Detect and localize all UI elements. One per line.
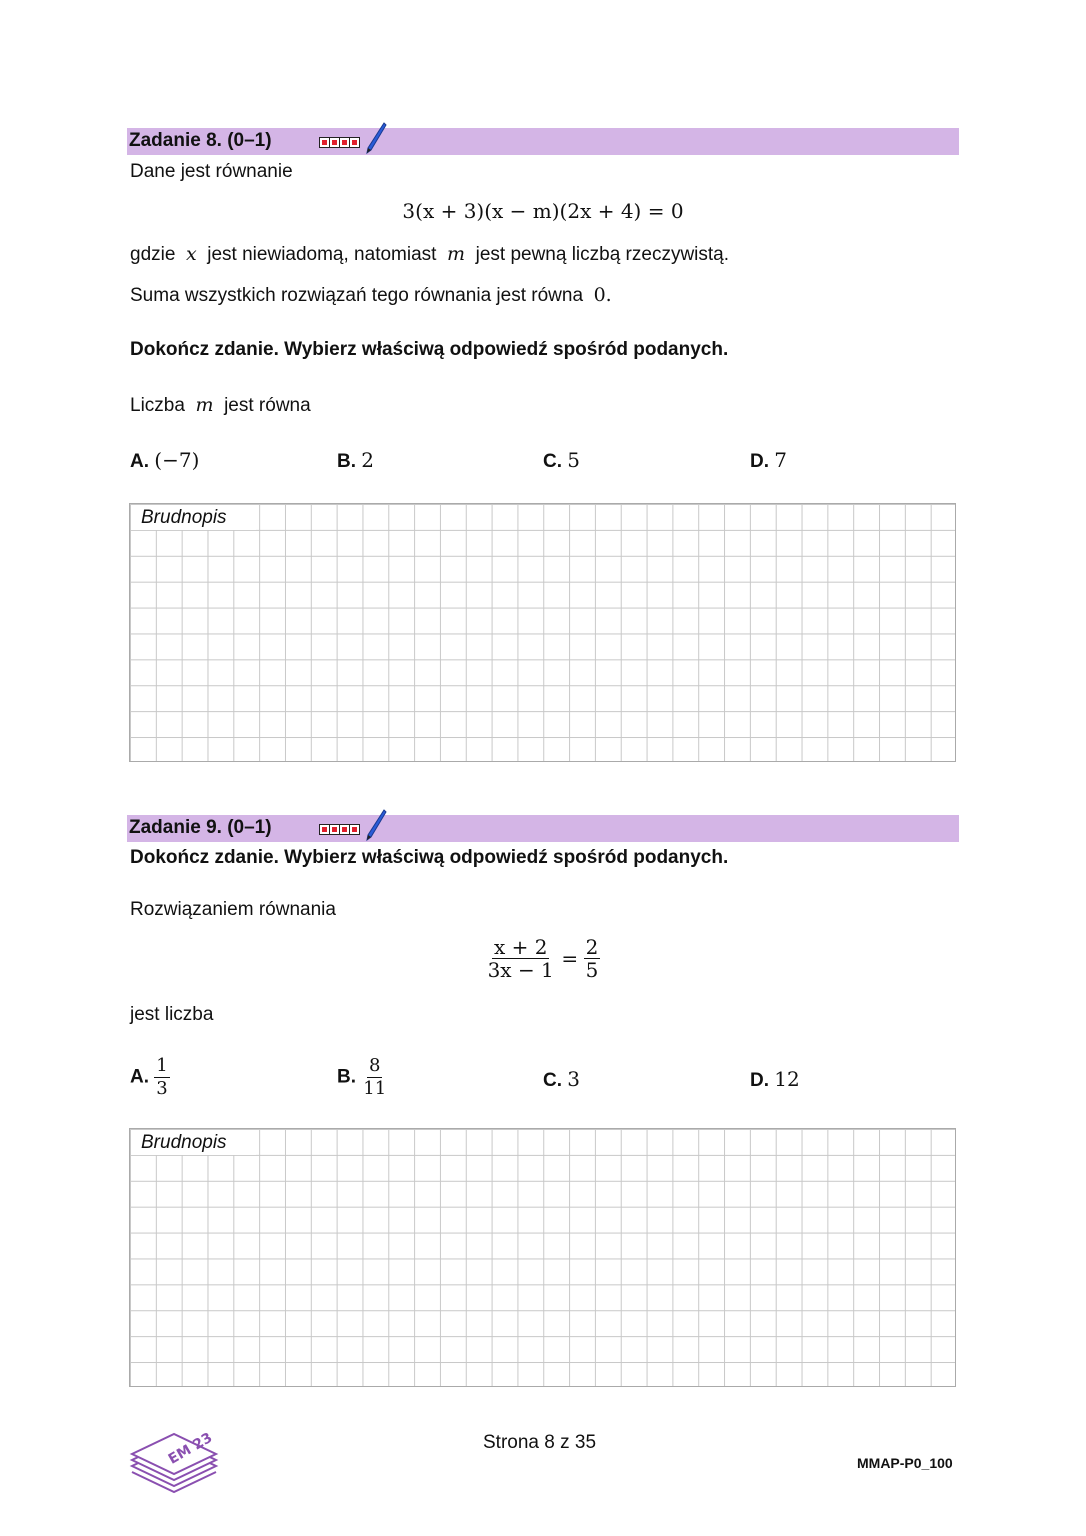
task8-equation	[0, 199, 1086, 223]
prompt-variable-m: m	[195, 394, 214, 416]
option-letter: B.	[337, 451, 356, 472]
where-text-2: jest niewiadomą, natomiast	[207, 244, 437, 265]
pen-icon	[365, 122, 387, 156]
variable-m: m	[447, 243, 466, 265]
lhs-numerator: x + 2	[493, 935, 548, 959]
variable-x: x	[185, 243, 197, 265]
task9-option-b[interactable]	[337, 1055, 388, 1100]
sum-text: Suma wszystkich rozwiązań tego równania jest równa	[130, 285, 584, 306]
task8-draft-grid[interactable]	[129, 503, 956, 762]
option-letter: A.	[130, 1066, 149, 1088]
equation-text: 3(x + 3)(x − m)(2x + 4) = 0	[402, 199, 684, 223]
option-fraction	[154, 1055, 169, 1100]
option-value: 2	[361, 448, 375, 472]
task8-sum-line	[130, 283, 612, 308]
option-letter: D.	[750, 1070, 769, 1091]
score-boxes-icon	[319, 824, 360, 835]
task8-option-b[interactable]	[337, 448, 374, 474]
logo-text: EM 23	[165, 1429, 216, 1468]
option-value: 7	[774, 448, 788, 472]
lhs-denominator: 3x − 1	[487, 958, 554, 982]
task8-where-line	[130, 242, 729, 267]
task8-header	[127, 128, 959, 155]
task8-prompt	[130, 393, 311, 418]
equals-sign: =	[561, 946, 579, 971]
where-text-1: gdzie	[130, 244, 176, 265]
task9-title: Zadanie 9. (0–1)	[129, 817, 272, 838]
option-numerator: 8	[369, 1055, 381, 1076]
task9-draft-grid[interactable]	[129, 1128, 956, 1387]
lhs-fraction	[486, 936, 556, 981]
task8-intro: Dane jest równanie	[130, 161, 293, 182]
task8-instruction: Dokończ zdanie. Wybierz właściwą odpowiedź spośród podanych.	[130, 339, 729, 360]
prompt-text-1: Liczba	[130, 395, 185, 416]
score-boxes-icon	[319, 137, 360, 148]
option-denominator: 3	[156, 1078, 168, 1099]
option-letter: C.	[543, 451, 562, 472]
task9-equation	[0, 936, 1086, 981]
draft-label: Brudnopis	[131, 1130, 256, 1155]
task8-option-a[interactable]	[130, 448, 199, 474]
task9-intro: Rozwiązaniem równania	[130, 899, 336, 920]
exam-code: MMAP-P0_100	[857, 1455, 953, 1471]
option-value: 3	[567, 1067, 581, 1091]
option-letter: D.	[750, 451, 769, 472]
option-numerator: 1	[156, 1055, 168, 1076]
prompt-text-2: jest równa	[224, 395, 311, 416]
task8-title: Zadanie 8. (0–1)	[129, 130, 272, 151]
page-number: Strona 8 z 35	[483, 1432, 597, 1453]
task9-option-d[interactable]	[750, 1067, 800, 1093]
rhs-fraction	[584, 936, 601, 981]
task9-option-a[interactable]	[130, 1055, 170, 1100]
pen-icon	[365, 809, 387, 843]
rhs-denominator: 5	[585, 958, 599, 982]
where-text-3: jest pewną liczbą rzeczywistą.	[475, 244, 730, 265]
option-value: 12	[774, 1067, 800, 1091]
option-value: 5	[567, 448, 581, 472]
exam-logo-icon	[128, 1428, 220, 1494]
option-fraction	[361, 1055, 388, 1100]
option-letter: B.	[337, 1066, 356, 1088]
task9-header	[127, 815, 959, 842]
option-letter: A.	[130, 451, 149, 472]
task9-option-c[interactable]	[543, 1067, 580, 1093]
task8-option-c[interactable]	[543, 448, 580, 474]
option-letter: C.	[543, 1070, 562, 1091]
rhs-numerator: 2	[585, 935, 599, 959]
option-denominator: 11	[363, 1078, 387, 1099]
task8-option-d[interactable]	[750, 448, 787, 474]
draft-label: Brudnopis	[131, 505, 256, 530]
option-value: (−7)	[154, 448, 200, 472]
task9-instruction: Dokończ zdanie. Wybierz właściwą odpowiedź spośród podanych.	[130, 847, 729, 868]
task9-outro: jest liczba	[130, 1004, 214, 1025]
sum-value: 0.	[593, 284, 612, 306]
